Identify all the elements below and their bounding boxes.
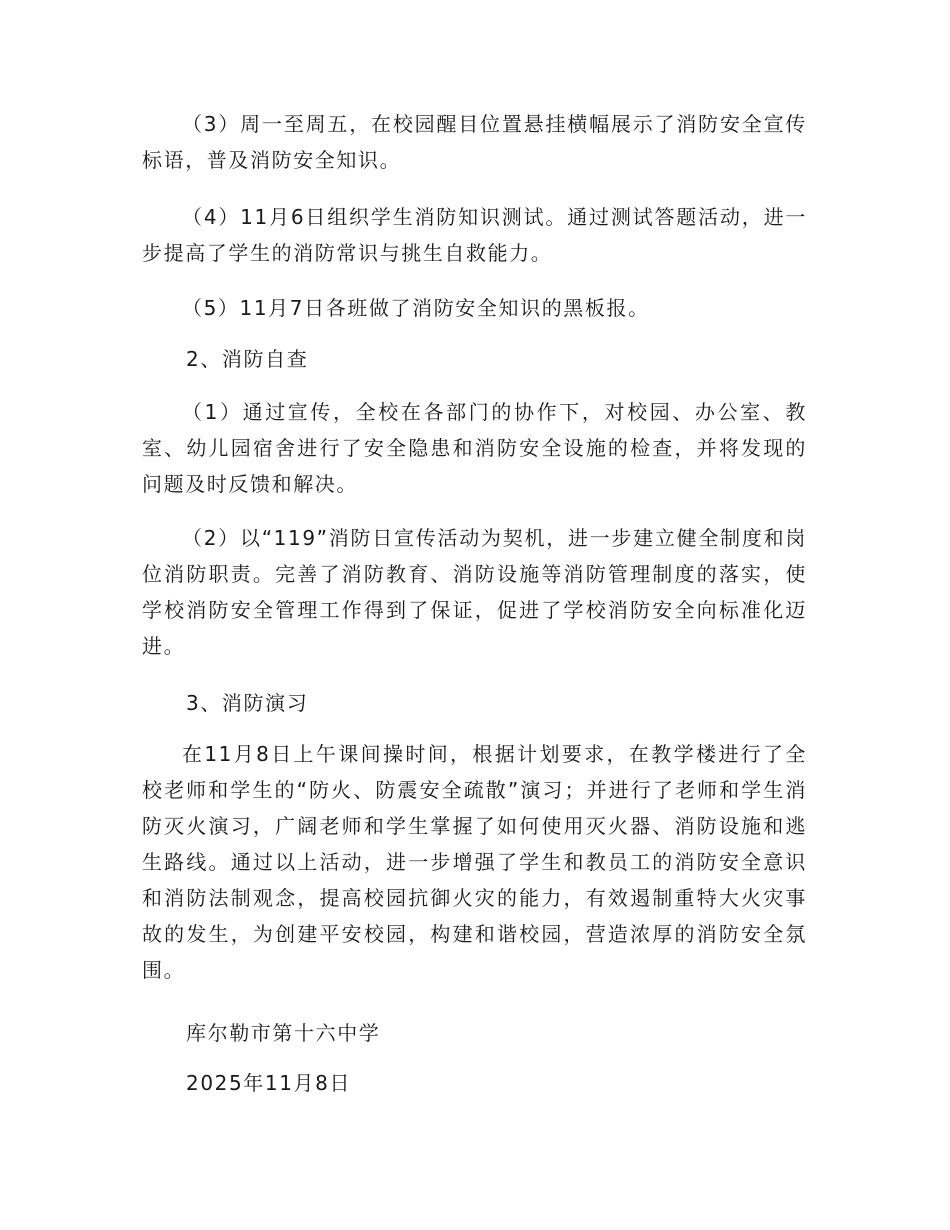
paragraph-fire-day-system: （2）以“119”消防日宣传活动为契机，进一步建立健全制度和岗位消防职责。完善了消防教育、消防设施等消防管理制度的落实，使学校消防安全管理工作得到了保证，促进了学校消防安全向标准化迈进。 [142, 526, 807, 658]
paragraph-banner-slogans: （3）周一至周五，在校园醒目位置悬挂横幅展示了消防安全宣传标语，普及消防安全知识。 [142, 112, 807, 172]
signature-date: 2025年11月8日 [186, 1071, 352, 1095]
section-heading-self-inspection: 2、消防自查 [186, 347, 309, 371]
section-heading-fire-drill: 3、消防演习 [186, 691, 309, 715]
paragraph-safety-inspection: （1）通过宣传，全校在各部门的协作下，对校园、办公室、教室、幼儿园宿舍进行了安全隐患和消防安全设施的检查，并将发现的问题及时反馈和解决。 [142, 400, 807, 496]
paragraph-drill-details: 在11月8日上午课间操时间，根据计划要求，在教学楼进行了全校老师和学生的“防火、防震安全疏散”演习；并进行了老师和学生消防灭火演习，广阔老师和学生掌握了如何使用灭火器、消防设施和逃生路线。通过以上活动，进一步增强了学生和教员工的消防安全意识和消防法制观念，提高校园抗御火灾的能力，有效遏制重特大火灾事故的发生，为创建平安校园，构建和谐校园，营造浓厚的消防安全氛围。 [142, 742, 807, 982]
paragraph-blackboard: （5）11月7日各班做了消防安全知识的黑板报。 [182, 296, 650, 320]
signature-organization: 库尔勒市第十六中学 [186, 1021, 381, 1045]
paragraph-knowledge-test: （4）11月6日组织学生消防知识测试。通过测试答题活动，进一步提高了学生的消防常识与挑生自救能力。 [142, 205, 807, 265]
